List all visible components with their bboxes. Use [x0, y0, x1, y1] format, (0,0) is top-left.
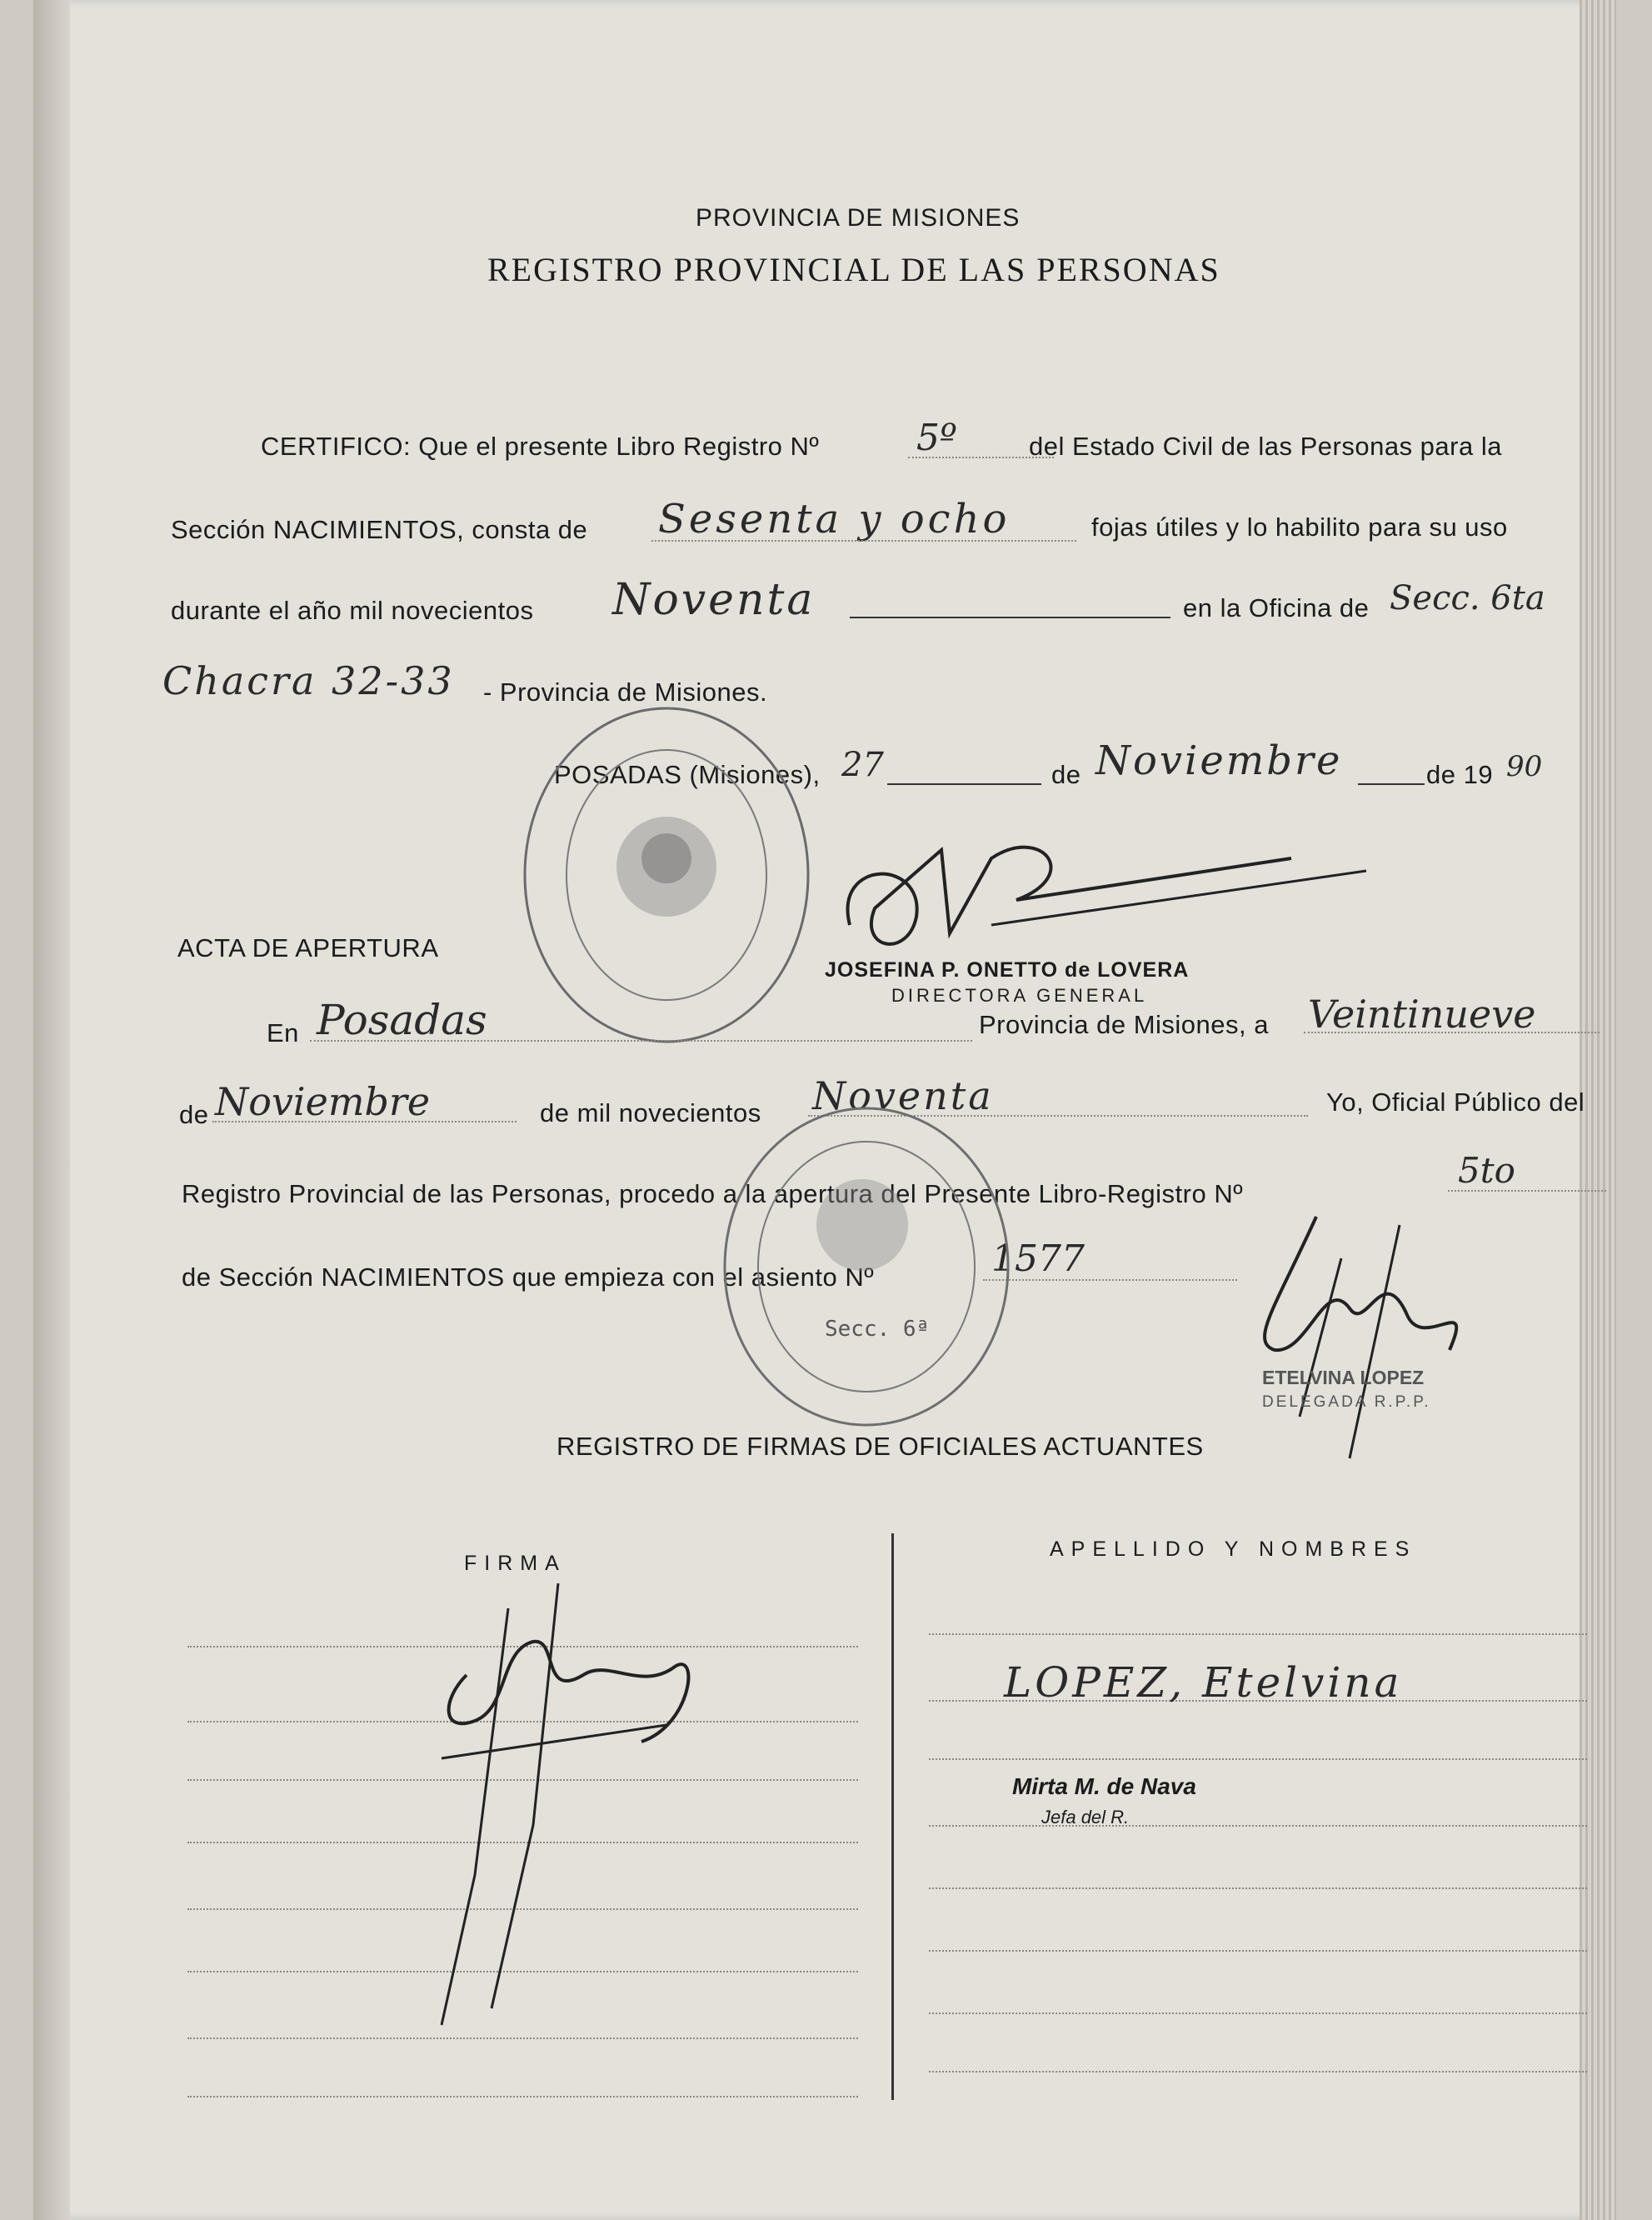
column-nombres-header: APELLIDO Y NOMBRES	[1050, 1538, 1417, 1561]
officer-stamp-name: ETELVINA LOPEZ	[1262, 1367, 1425, 1388]
column-divider	[891, 1533, 894, 2100]
acta-line-c: de Sección NACIMIENTOS que empieza con el asiento Nº	[182, 1262, 875, 1292]
acta-yo: Yo, Oficial Público del	[1326, 1088, 1585, 1117]
day-handwritten: 27	[841, 746, 884, 784]
registry-heading: REGISTRO PROVINCIAL DE LAS PERSONAS	[487, 251, 1220, 288]
blank-line	[1358, 783, 1425, 785]
date-year-prefix: de 19	[1426, 760, 1494, 789]
office-continued-handwritten: Chacra 32-33	[162, 658, 455, 703]
nombres-row-line	[929, 1950, 1587, 1952]
office-handwritten: Secc. 6ta	[1390, 579, 1545, 618]
province-heading: PROVINCIA DE MISIONES	[696, 204, 1021, 232]
acta-de: de	[179, 1100, 209, 1129]
dotted-line	[1448, 1190, 1606, 1192]
acta-month-handwritten: Noviembre	[215, 1079, 431, 1124]
nombres-stamp-role: Jefa del R.	[1041, 1807, 1130, 1828]
document-page	[33, 0, 1616, 2220]
year-words-handwritten: Noventa	[612, 575, 816, 625]
office-seal-inner: Secc. 6ª	[825, 1317, 930, 1342]
director-seal	[508, 700, 825, 1058]
cert-line3-b: en la Oficina de	[1183, 593, 1370, 622]
firmas-title: REGISTRO DE FIRMAS DE OFICIALES ACTUANTES	[556, 1432, 1204, 1461]
acta-year-handwritten: Noventa	[812, 1073, 994, 1118]
nombres-row-line	[929, 2012, 1587, 2014]
acta-place-handwritten: Posadas	[317, 996, 487, 1044]
date-place: POSADAS (Misiones),	[554, 760, 821, 789]
blank-line	[850, 617, 1170, 618]
nombres-row-line	[929, 1825, 1587, 1827]
blank-line	[887, 783, 1041, 785]
cert-line4: - Provincia de Misiones.	[483, 678, 768, 707]
dotted-line	[1304, 1032, 1600, 1033]
nombres-row-line	[929, 1888, 1587, 1889]
acta-line-b: Registro Provincial de las Personas, procedo a la apertura del Presente Libro-Registro Nº	[182, 1179, 1244, 1208]
dotted-line	[212, 1121, 517, 1122]
director-title: DIRECTORA GENERAL	[891, 985, 1148, 1006]
director-name: JOSEFINA P. ONETTO de LOVERA	[825, 958, 1190, 982]
cert-line2-b: fojas útiles y lo habilito para su uso	[1091, 512, 1508, 542]
office-seal	[700, 1092, 1033, 1442]
nombres-row-line	[929, 2071, 1587, 2072]
acta-provincia: Provincia de Misiones, a	[979, 1010, 1269, 1039]
acta-title: ACTA DE APERTURA	[177, 933, 439, 962]
director-signature	[825, 825, 1408, 975]
book-number-handwritten: 5º	[916, 417, 957, 459]
fojas-count-handwritten: Sesenta y ocho	[658, 496, 1011, 542]
acta-entry-number-handwritten: 1577	[991, 1238, 1085, 1280]
nombres-entry-handwritten: LOPEZ, Etelvina	[1004, 1658, 1403, 1707]
acta-mil: de mil novecientos	[540, 1098, 761, 1128]
acta-day-handwritten: Veintinueve	[1308, 992, 1536, 1037]
dotted-line	[651, 540, 1076, 542]
cert-line1-b: del Estado Civil de las Personas para la	[1029, 432, 1502, 461]
book-binding	[33, 0, 70, 2220]
cert-line1-a: CERTIFICO: Que el presente Libro Registro Nº	[261, 432, 820, 461]
acta-en: En	[267, 1018, 299, 1048]
nombres-row-line	[929, 1633, 1587, 1635]
cert-line3-a: durante el año mil novecientos	[171, 596, 534, 625]
nombres-stamp-name: Mirta M. de Nava	[1012, 1773, 1196, 1799]
date-de: de	[1051, 760, 1081, 789]
year-suffix-handwritten: 90	[1506, 750, 1543, 783]
officer-stamp-title: DELEGADA R.P.P.	[1262, 1393, 1431, 1411]
column-firma-header: FIRMA	[464, 1552, 566, 1575]
month-handwritten: Noviembre	[1096, 738, 1343, 784]
firma-row-line	[187, 2096, 858, 2098]
cert-line2-a: Sección NACIMIENTOS, consta de	[171, 515, 588, 544]
nombres-row-line	[929, 1758, 1587, 1760]
acta-book-number-handwritten: 5to	[1458, 1150, 1515, 1191]
officer-signature	[1216, 1208, 1500, 1483]
firma-signature	[392, 1575, 725, 2042]
dotted-line	[310, 1040, 972, 1042]
